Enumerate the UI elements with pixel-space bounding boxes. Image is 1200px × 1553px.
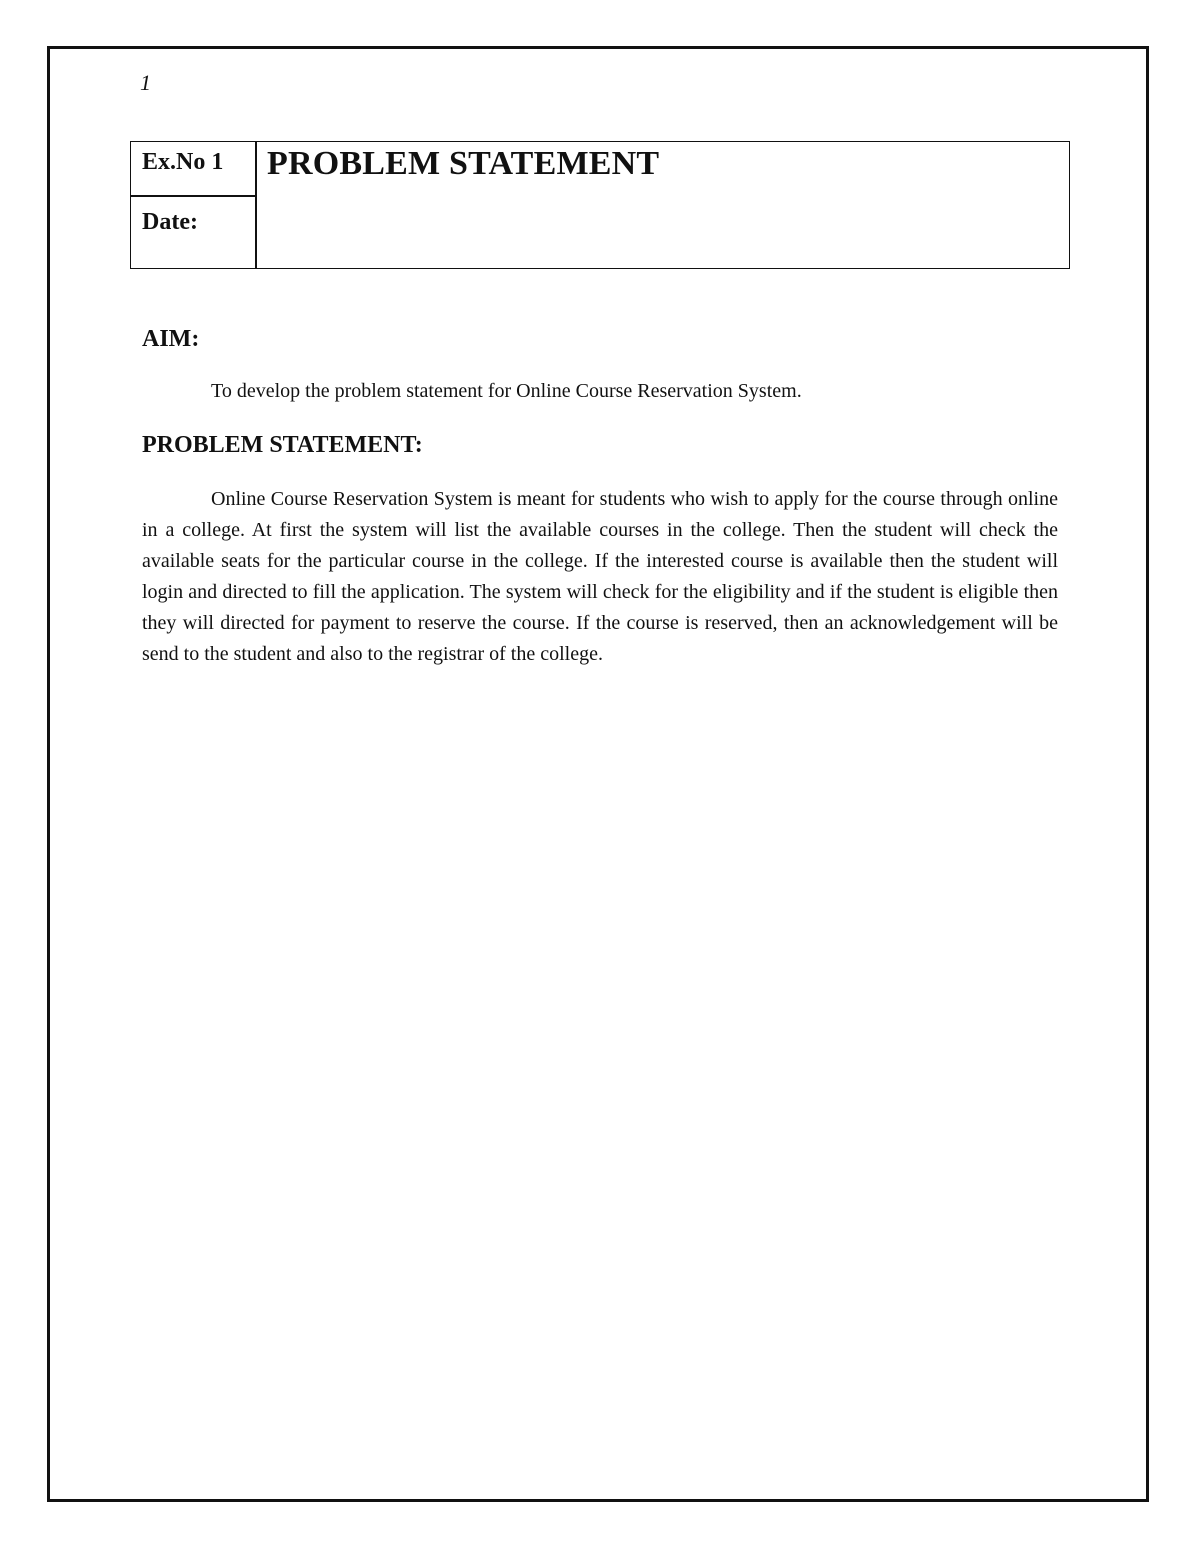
aim-heading: AIM: <box>142 326 200 352</box>
page-number: 1 <box>140 70 151 95</box>
exercise-number-label: Ex.No 1 <box>142 149 224 175</box>
date-label: Date: <box>142 209 198 235</box>
problem-statement-paragraph: Online Course Reservation System is meant for students who wish to apply for the course through online in a college. At first the system will list the available courses in the college. Then the student will check the available seats for the particular course in the college. If the interested course is available then the student will login and directed to fill the application. The system will check for the eligibility and if the student is eligible then they will directed for payment to reserve the course. If the course is reserved, then an acknowledgement will be send to the student and also to the registrar of the college. <box>142 488 1058 666</box>
header-divider-vertical <box>255 142 257 268</box>
page-title: PROBLEM STATEMENT <box>267 145 660 182</box>
aim-text: To develop the problem statement for Online Course Reservation System. <box>211 380 802 402</box>
header-table <box>130 141 1070 269</box>
header-divider-horizontal <box>131 195 257 197</box>
problem-statement-heading: PROBLEM STATEMENT: <box>142 432 423 458</box>
